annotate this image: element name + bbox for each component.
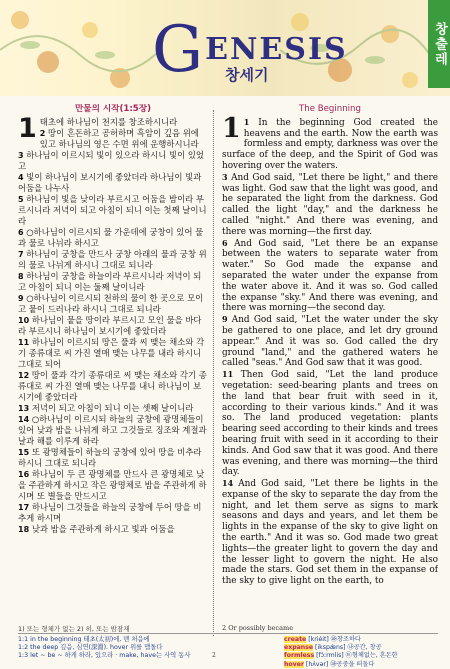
korean-verse-text: 낮과 밤을 주관하게 하시고 빛과 어둠을 <box>31 524 175 534</box>
korean-text-column <box>18 104 208 624</box>
korean-verse-number: 5 <box>18 195 24 204</box>
korean-verse-number: 18 <box>18 525 30 534</box>
english-verse-number: 14 <box>222 478 234 489</box>
vocab-item <box>284 652 442 660</box>
korean-verse-number: 12 <box>18 371 30 380</box>
korean-verse <box>18 128 208 150</box>
korean-verse-text: 하나님이 두 큰 광명체를 만드사 큰 광명체로 낮을 주관하게 하시고 작은 광명체로 밤을 주관하게 하시며 또 별들을 만드시고 <box>18 469 207 501</box>
study-notes <box>18 636 278 661</box>
korean-verse-number: 11 <box>18 338 30 347</box>
english-verse-number: 3 <box>222 171 228 182</box>
korean-verse-text: 땅이 풀과 각기 종류대로 씨 맺는 채소와 각기 종류대로 씨 가진 열매 맺는 나무를 내니 하나님이 보시기에 좋았더라 <box>18 370 207 402</box>
korean-verse-number: 10 <box>18 316 30 325</box>
korean-verse-number: 15 <box>18 448 30 457</box>
korean-verse <box>18 172 208 194</box>
korean-verse-number: 3 <box>18 151 24 160</box>
english-verse-text: In the beginning God created the heavens and the earth. Now the earth was formless and empty, darkness was over the surface of the deep, and the Spirit of God was hovering over the waters. <box>222 117 438 171</box>
vocab-def: [hʌ́vər] ㉺공중을 떠돌다 <box>305 660 375 668</box>
korean-verse <box>18 370 208 403</box>
korean-verse-text: 저녁이 되고 아침이 되니 이는 셋째 날이니라 <box>31 403 194 413</box>
korean-verse-text: 하나님이 그것들을 하늘의 궁창에 두어 땅을 비추게 하시며 <box>18 502 202 523</box>
korean-verse <box>18 414 208 447</box>
vocab-word: hover <box>284 660 304 668</box>
note-line: 1:1 in the beginning 태초(太初)에, 맨 처음에 <box>18 636 150 643</box>
korean-verse-number: 7 <box>18 250 24 259</box>
korean-verse <box>18 502 208 524</box>
book-title-rest: ENESIS <box>205 32 348 67</box>
korean-verse-text: 태초에 하나님이 천지를 창조하시니라 <box>39 117 178 127</box>
korean-verse-number: 6 <box>18 228 24 237</box>
korean-verse-number: 14 <box>18 415 30 424</box>
english-verse-text: And God said, "Let there be lights in the expanse of the sky to separate the day from the night, and let them serve as signs to mark seasons and days and years, and let them be lights in the expanse of the sky to give light on the earth." And it was so. God made two great lights—the greater light to govern the day and the lesser light to govern the night. He also made the stars. God set them in the expanse of the sky to give light on the earth, to <box>222 479 438 587</box>
english-verse <box>222 112 438 172</box>
english-text-column <box>222 104 438 624</box>
note-line: 1:2 the deep 깊음, 심연(深淵). hover 위를 맴돌다 <box>18 644 163 652</box>
korean-footnote: 1) 또는 형체가 없는 2) 히, 또는 밤잠재 <box>18 625 130 633</box>
header-banner <box>0 0 450 96</box>
korean-verse-text: 빛이 하나님이 보시기에 좋았더라 하나님이 빛과 어둠을 나누사 <box>18 172 202 193</box>
korean-verse-text: 땅이 혼돈하고 공허하며 흑암이 깊음 위에 있고 하나님의 영은 수면 위에 운행하시니라 <box>39 128 199 149</box>
english-verse <box>222 369 438 478</box>
english-verse <box>222 314 438 369</box>
note-line: 1:3 let ~ be ~ 하게 하라, 있으라 · make, have는 사역 동사 <box>18 652 191 660</box>
english-verse <box>222 478 438 587</box>
vocab-def: [fɔ́ːrmlis] ㉫형체없는, 혼돈한 <box>316 652 398 660</box>
korean-chapter-number: 1 <box>18 113 37 144</box>
footer-divider <box>18 633 438 634</box>
korean-verse-text: 또 광명체들이 하늘의 궁창에 있어 땅을 비추라 하시니 그대로 되니라 <box>18 447 202 468</box>
page-number: 2 <box>212 652 216 659</box>
korean-verse-number: 9 <box>18 294 24 303</box>
korean-verse-text: ○하나님이 이르시되 하늘의 궁창에 광명체들이 있어 낮과 밤을 나뉘게 하고 그것들로 징조와 계절과 날과 해를 이루게 하라 <box>18 414 207 446</box>
vocabulary-box <box>284 636 442 669</box>
korean-verse <box>18 117 208 128</box>
vocab-item <box>284 636 442 644</box>
column-divider <box>213 110 214 636</box>
english-verse <box>222 172 438 238</box>
vocab-def: [kriéit] ㉺창조하다 <box>308 636 361 643</box>
korean-verse <box>18 524 208 535</box>
english-chapter-number: 1 <box>222 112 241 144</box>
korean-verse-text: 하나님이 궁창을 만드사 궁창 아래의 물과 궁창 위의 물로 나뉘게 하시니 그대로 되니라 <box>18 249 207 270</box>
korean-verse-number: 16 <box>18 470 30 479</box>
korean-verse <box>18 403 208 414</box>
korean-verse-number: 8 <box>18 272 24 281</box>
korean-verse <box>18 271 208 293</box>
vocab-def: [ikspǽns] ㉯공간, 창공 <box>315 644 382 652</box>
korean-verse-text: 하나님이 뭍을 땅이라 부르시고 모인 물을 바다라 부르시니 하나님이 보시기에 좋았더라 <box>18 315 202 336</box>
korean-verse <box>18 293 208 315</box>
korean-verse <box>18 249 208 271</box>
korean-verse-text: ○하나님이 이르시되 천하의 물이 한 곳으로 모이고 뭍이 드러나라 하시니 그대로 되니라 <box>18 293 204 314</box>
korean-section-heading: 만물의 시작(1:5장) <box>74 104 152 114</box>
korean-verse <box>18 194 208 227</box>
korean-verse-text: 하나님이 이르시되 빛이 있으라 하시니 빛이 있었고 <box>18 150 205 171</box>
korean-verse <box>18 469 208 502</box>
english-verse-text: And God said, "Let there be an expanse between the waters to separate water from water." So God made the expanse and separated the water under the expanse from the water above it. And it was so. God called the expanse "sky." And there was evening, and there was morning—the second day. <box>222 238 438 314</box>
korean-verse <box>18 150 208 172</box>
korean-verse-text: ○하나님이 이르시되 물 가운데에 궁창이 있어 물과 물로 나뉘라 하시고 <box>18 227 204 248</box>
english-verse-number: 9 <box>222 314 228 325</box>
korean-verse-number: 2 <box>39 129 46 138</box>
korean-verse-text: 하나님이 이르시되 땅은 풀과 씨 맺는 채소와 각기 종류대로 씨 가진 열매 맺는 나무를 내라 하시니 그대로 되어 <box>18 337 205 369</box>
korean-verse <box>18 447 208 469</box>
english-section-heading: The Beginning <box>299 104 361 114</box>
english-verses <box>222 112 438 587</box>
korean-verse-text: 하나님이 빛을 낮이라 부르시고 어둠을 밤이라 부르시니라 저녁이 되고 아침이 되니 이는 첫째 날이니라 <box>18 194 207 226</box>
english-verse-number: 11 <box>222 369 234 380</box>
korean-verse <box>18 337 208 370</box>
english-verse-text: Then God said, "Let the land produce vegetation: seed-bearing plants and trees on the land that bear fruit with seed in it, according to their various kinds." And it was so. The land produced vegetation: plants bearing seed according to their kinds and trees bearing fruit with seed in it according to their kinds. And God saw that it was good. And there was evening, and there was morning—the third day. <box>222 370 438 478</box>
english-verse-number: 6 <box>222 237 228 248</box>
korean-verse-number: 17 <box>18 503 30 512</box>
korean-verse-number: 4 <box>18 173 24 182</box>
vocab-word: create <box>284 636 307 643</box>
korean-verse-number: 13 <box>18 404 30 413</box>
english-verse-text: And God said, "Let there be light," and there was light. God saw that the light was good, and he separated the light from the darkness. God called the light "day," and the darkness he called "night." And there was evening, and there was morning—the first day. <box>222 172 438 237</box>
book-tab[interactable]: 창출레 <box>428 0 450 88</box>
english-verse-number: 1 <box>243 116 250 127</box>
korean-verse <box>18 227 208 249</box>
book-title-initial: G <box>152 13 206 87</box>
korean-verse-text: 하나님이 궁창을 하늘이라 부르시니라 저녁이 되고 아침이 되니 이는 둘째 날이니라 <box>18 271 202 292</box>
english-verse <box>222 238 438 315</box>
book-title-korean: 창세기 <box>225 66 269 84</box>
vocab-word: formless <box>284 652 315 660</box>
english-footnote: 2 Or possibly became <box>222 624 294 632</box>
korean-verse <box>18 315 208 337</box>
vocab-word: expanse <box>284 644 314 652</box>
korean-verses <box>18 113 208 535</box>
english-verse-text: And God said, "Let the water under the sky be gathered to one place, and let dry ground appear." And it was so. God called the dry ground "land," and the gathered waters he called "seas." And God saw that it was good. <box>222 315 438 369</box>
